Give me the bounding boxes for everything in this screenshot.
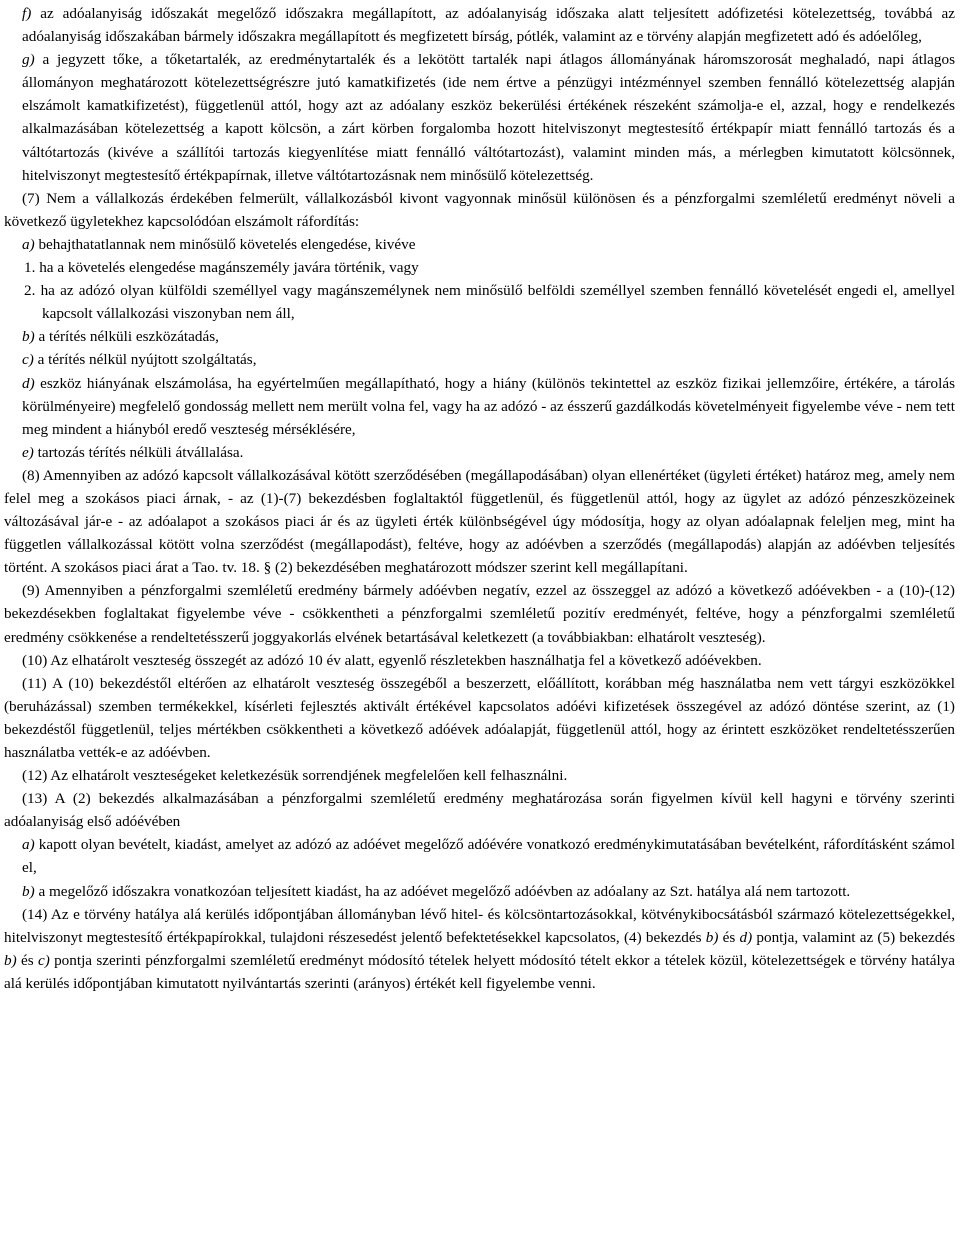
point-reference: c) <box>37 951 50 969</box>
item-text: tartozás térítés nélküli átvállalása. <box>33 443 244 461</box>
item-f <box>4 2 955 48</box>
item-7b <box>4 325 955 348</box>
paragraph-text: és <box>16 951 38 969</box>
item-text: behajthatatlannak nem minősülő követelés elengedése, kivéve <box>34 235 416 253</box>
item-label: e) <box>22 443 34 461</box>
item-text: a megelőző időszakra vonatkozóan teljesített kiadást, ha az adóévet megelőző adóévben az adóalany az Szt. hatálya alá nem tartozott. <box>34 882 851 900</box>
paragraph-14 <box>4 903 955 995</box>
item-text: eszköz hiányának elszámolása, ha egyértelműen megállapítható, hogy a hiány (különös tekintettel az eszköz fizikai jellemzőire, értékére, a tárolás körülményeire) megfelelő gondosság mellett nem merült volna fel, vagy ha az adózó - az ésszerű gazdálkodás követelményeit figyelembe véve - nem tett meg mindent a hiányból eredő veszteség mérséklésére, <box>22 374 955 438</box>
item-g <box>4 48 955 187</box>
paragraph-text: és <box>718 928 740 946</box>
item-text: kapott olyan bevételt, kiadást, amelyet az adózó az adóévet megelőző adóévére vonatkozó eredménykimutatásában bevételként, ráfordításként számol el, <box>22 836 955 877</box>
item-text: a térítés nélküli eszközátadás, <box>34 328 219 346</box>
item-label: a) <box>22 235 35 253</box>
paragraph-9: (9) Amennyiben a pénzforgalmi szemléletű eredmény bármely adóévben negatív, ezzel az összeggel az adózó a következő adóévekben - a (10)-(12) bekezdésekben foglaltakat figyelembe véve - csökkentheti a pénzforgalmi szemléletű pozitív eredményét, feltéve, hogy a pénzforgalmi szemléletű eredmény csökkenése a rendeltetésszerű joggyakorlás elvének betartásával keletkezett (a továbbiakban: elhatárolt veszteség). <box>4 582 955 646</box>
item-7c <box>4 348 955 371</box>
point-reference: b) <box>705 928 719 946</box>
item-13b <box>4 880 955 903</box>
item-label: b) <box>22 882 35 900</box>
item-text: az adóalanyiság időszakát megelőző időszakra megállapított, az adóalanyiság időszaka alatt teljesített adófizetési kötelezettség, továbbá az adóalanyiság időszakában bármely időszakra megállapított és megfizetett bírság, pótlék, valamint az e törvény alapján megfizetett adó és adóelőleg, <box>22 5 955 46</box>
item-label: a) <box>22 836 35 854</box>
paragraph-12: (12) Az elhatárolt veszteségeket keletkezésük sorrendjének megfelelően kell felhasználni. <box>22 767 568 785</box>
paragraph-8: (8) Amennyiben az adózó kapcsolt vállalkozásával kötött szerződésében (megállapodásában) olyan ellenértéket (ügyleti értéket) határoz meg, amely nem felel meg a szokásos piaci árnak, - az (1)-(7) bekezdésben foglaltaktól függetlenül, és függetlenül attól, hogy az ügylet az adózó pénzeszközeinek változásával jár-e - az adóalapot a szokásos piaci ár és az ügyleti érték különbségével úgy módosítja, hogy az olyan adóalapnak feleljen meg, mint ha független vállalkozással kötött volna szerződést (megállapodást), feltéve, hogy az adóévben a szerződés (megállapodás) alapján az adóévben teljesítés történt. A szokásos piaci árat a Tao. tv. 18. § (2) bekezdésében meghatározott módszer szerint kell megállapítani. <box>4 466 955 577</box>
item-label: c) <box>22 351 34 369</box>
paragraph-text: pontja szerinti pénzforgalmi szemléletű eredményt módosító tételek helyett módosító tételt ekkor a tételek közül, kötelezettségek e törvény hatálya alá kerülés időpontjában kimutatott nyilvántartás szerinti (arányos) értékét kell figyelembe venni. <box>4 951 956 992</box>
point-reference: d) <box>739 928 753 946</box>
item-label: d) <box>22 374 35 392</box>
item-13a <box>4 833 955 879</box>
paragraph-10: (10) Az elhatárolt veszteség összegét az adózó 10 év alatt, egyenlő részletekben használhatja fel a következő adóévekben. <box>22 651 762 669</box>
point-reference: b) <box>4 951 17 969</box>
paragraph-text: (14) Az e törvény hatálya alá kerülés időpontjában állományban lévő hitel- és kölcsöntartozásokkal, kötvénykibocsátásból származó kötelezettségekkel, hitelviszonyt megtestesítő értékpapírokkal, tulajdoni részesedést jelentő befektetésekkel kapcsolatos, (4) bekezdés <box>4 905 955 946</box>
item-label: b) <box>22 328 35 346</box>
document-page <box>4 2 955 995</box>
item-text: a térítés nélkül nyújtott szolgáltatás, <box>33 351 257 369</box>
item-7a <box>4 233 955 256</box>
numbered-item-1: 1. ha a követelés elengedése magánszemély javára történik, vagy <box>24 259 419 277</box>
paragraph-13: (13) A (2) bekezdés alkalmazásában a pénzforgalmi szemléletű eredmény meghatározása során figyelmen kívül kell hagyni e törvény szerinti adóalanyiság első adóévében <box>4 790 955 831</box>
paragraph-11: (11) A (10) bekezdéstől eltérően az elhatárolt veszteség összegéből a beszerzett, előállított, korábban még használatba nem vett tárgyi eszközökkel (beruházással) szemben termékekkel, kísérleti fejlesztés aktivált értékével kapcsolatos adóévi kifizetések összegével az adózó döntése szerint, az (1) bekezdéstől függetlenül, teljes mértékben csökkentheti a következő adóévek adóalapját, függetlenül attól, hogy az érintett eszközöket rendeltetésszerűen használatba vették-e az adóévben. <box>4 674 955 761</box>
paragraph-7: (7) Nem a vállalkozás érdekében felmerült, vállalkozásból kivont vagyonnak minősül különösen és a pénzforgalmi szemléletű eredményt növeli a következő ügyletekhez kapcsolódóan elszámolt ráfordítás: <box>4 189 955 230</box>
item-7d <box>4 372 955 441</box>
item-text: a jegyzett tőke, a tőketartalék, az eredménytartalék és a lekötött tartalék napi átlagos állományának háromszorosát meghaladó, napi átlagos állományon meghatározott kötelezettségrészre jutó kamatkifizetés (ide nem értve a pénzügyi intézménnyel szemben fennálló kötelezettség alapján elszámolt kamatkifizetést), függetlenül attól, hogy azt az adóalany eszköz bekerülési értékének részeként számolja-e el, azzal, hogy e rendelkezés alkalmazásában kötelezettség a kapott kölcsön, a zárt körben forgalomba hozott hitelviszonyt megtestesítő értékpapír miatt fennálló tartozás és a váltótartozás (kivéve a szállítói tartozás kiegyenlítése miatt fennálló váltótartozást), valamint minden más, a mérlegben kimutatott kölcsönnek, hitelviszonyt megtestesítő értékpapírnak, illetve váltótartozásnak nem minősülő kötelezettség. <box>22 51 955 184</box>
numbered-item-2: 2. ha az adózó olyan külföldi személlyel vagy magánszemélynek nem minősülő belföldi személlyel szemben fennálló követelését engedi el, amellyel kapcsolt vállalkozási viszonyban nem áll, <box>24 282 955 323</box>
paragraph-text: pontja, valamint az (5) bekezdés <box>752 928 956 946</box>
item-label: g) <box>22 51 35 69</box>
item-label: f) <box>22 5 32 22</box>
item-7e <box>4 441 955 464</box>
